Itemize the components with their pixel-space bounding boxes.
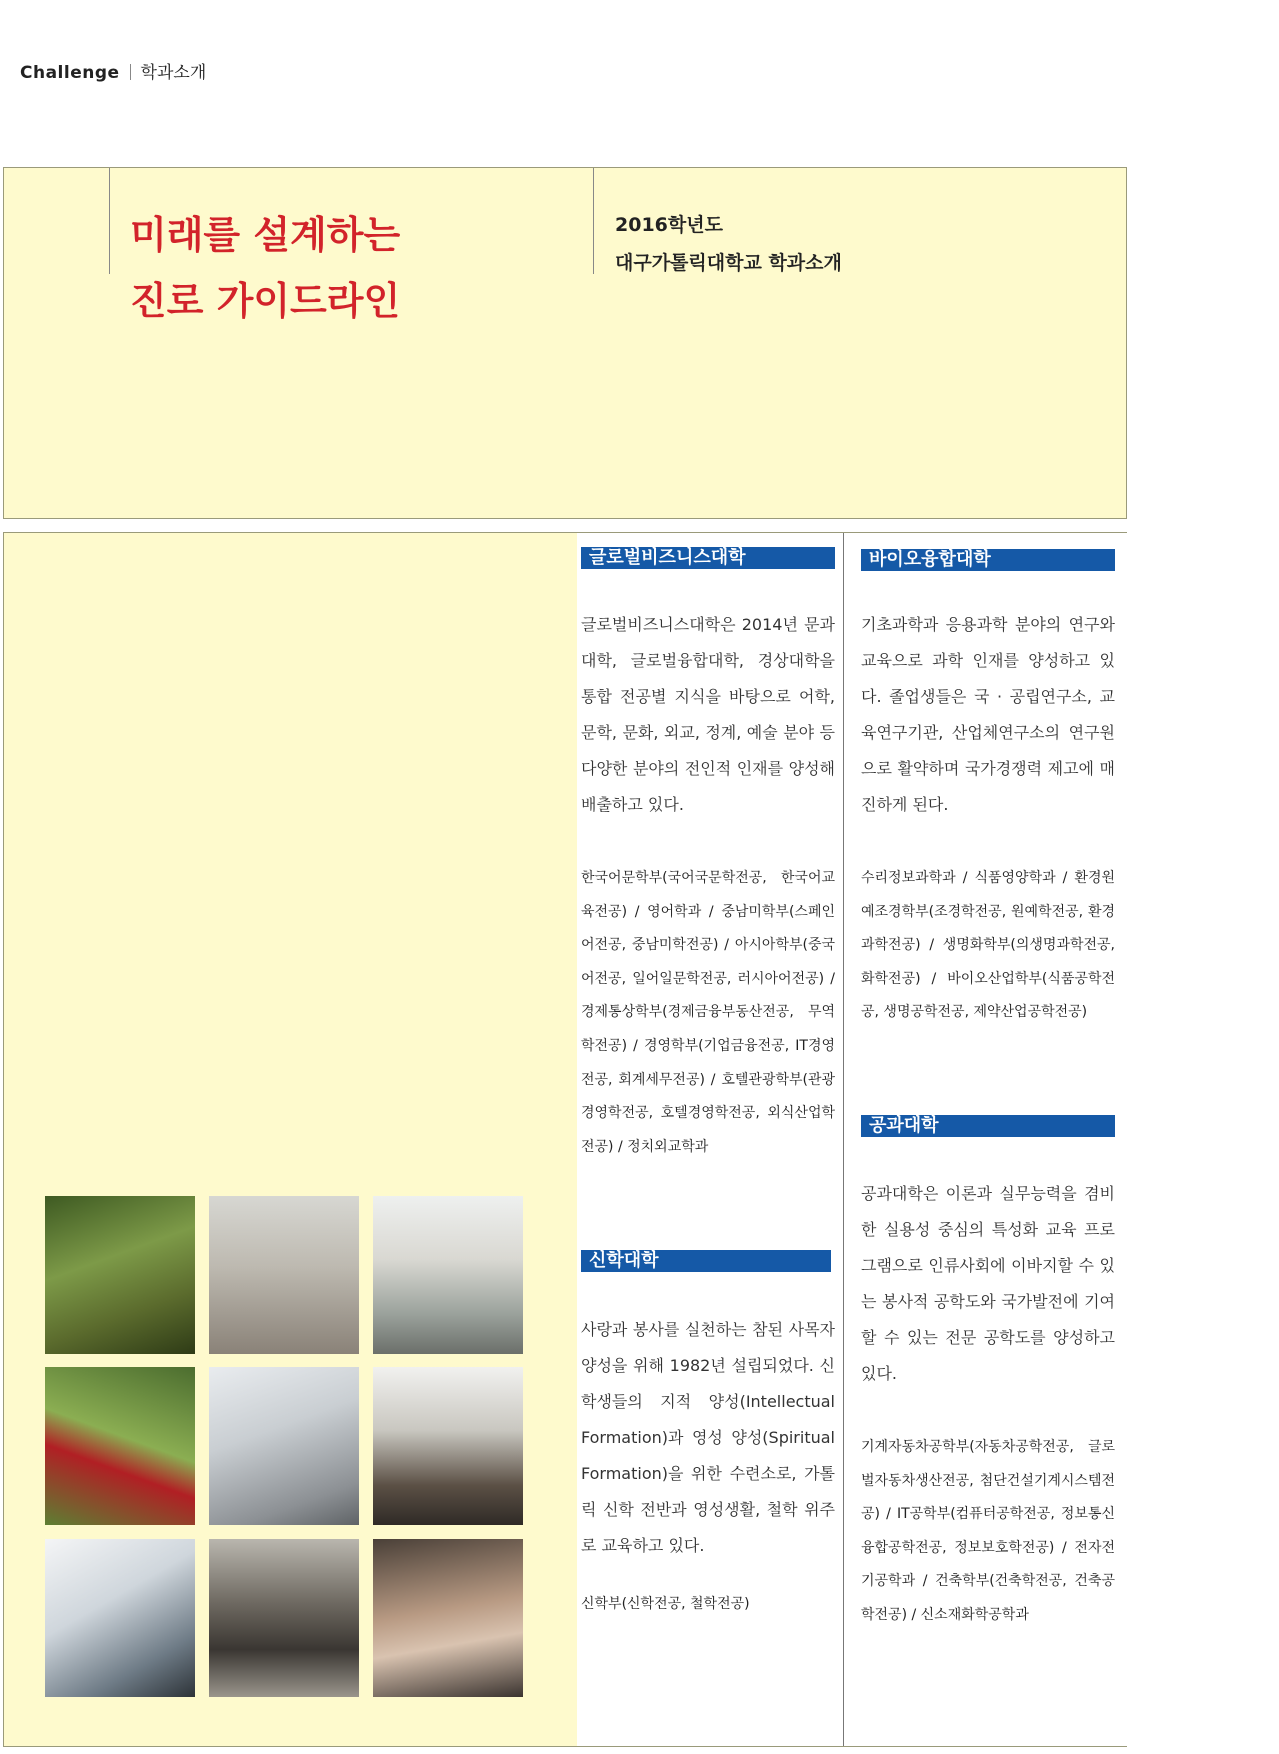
college-engineering-title: 공과대학 [861, 1115, 1115, 1137]
photo-garden-student [45, 1196, 195, 1354]
column-divider [843, 533, 844, 1746]
section-name: 학과소개 [140, 63, 207, 83]
hero-subtitle-year: 2016학년도 [615, 214, 723, 236]
photo-workshop-class [209, 1539, 359, 1697]
photo-art-student [373, 1367, 523, 1525]
college-engineering-description: 공과대학은 이론과 실무능력을 겸비한 실용성 중심의 특성화 교육 프로그램으로 인류사회에 이바지할 수 있는 봉사적 공학도와 국가발전에 기여할 수 있는 전문 공학도를 양성하고 있다. [861, 1184, 1115, 1383]
header-separator [130, 64, 131, 80]
hero-subtitle-university: 대구가톨릭대학교 학과소개 [615, 252, 842, 274]
magazine-brand: Challenge [20, 63, 120, 83]
content-panel [3, 532, 1127, 1747]
photo-optometry-exam [209, 1367, 359, 1525]
photo-culinary-chefs [373, 1196, 523, 1354]
page-header [20, 58, 206, 83]
hero-divider-left [109, 168, 110, 274]
college-bio-description: 기초과학과 응용과학 분야의 연구와 교육으로 과학 인재를 양성하고 있다. 졸업생들은 국 · 공립연구소, 교육연구기관, 산업체연구소의 연구원으로 활약하며 국가경쟁력 제고에 매진하게 된다. [861, 615, 1115, 814]
hero-divider-right [593, 168, 594, 274]
college-engineering-departments: 기계자동차공학부(자동차공학전공, 글로벌자동차생산전공, 첨단건설기계시스템전공) / IT공학부(컴퓨터공학전공, 정보통신융합공학전공, 정보보호학전공) / 전자전기공학과 / 건축학부(건축학전공, 건축공학전공) / 신소재화학공학과 [861, 1439, 1115, 1623]
college-bio-title: 바이오융합대학 [861, 549, 1115, 571]
college-theology-description: 사랑과 봉사를 실천하는 참된 사목자 양성을 위해 1982년 설립되었다. 신학생들의 지적 양성(Intellectual Formation)과 영성 양성(Spiritual Formation)을 위한 수련소로, 가톨릭 신학 전반과 영성생활, 철학 위주로 교육하고 있다. [581, 1320, 835, 1555]
college-theology-title: 신학대학 [581, 1250, 831, 1272]
hero-title [130, 202, 400, 334]
college-bio-departments: 수리정보과학과 / 식품영양학과 / 환경원예조경학부(조경학전공, 원예학전공, 환경과학전공) / 생명화학부(의생명과학전공, 화학전공) / 바이오산업학부(식품공학전공, 생명공학전공, 제약산업공학전공) [861, 870, 1115, 1021]
college-global-departments: 한국어문학부(국어국문학전공, 한국어교육전공) / 영어학과 / 중남미학부(스페인어전공, 중남미학전공) / 아시아학부(중국어전공, 일어일문학전공, 러시아어전공) / 경제통상학부(경제금융부동산전공, 무역학전공) / 경영학부(기업금융전공, IT경영전공, 회계세무전공) / 호텔관광학부(관광경영학전공, 호텔경영학전공, 외식산업학전공) / 정치외교학과 [581, 870, 835, 1155]
hero-title-line2: 진로 가이드라인 [130, 279, 401, 323]
hero-title-line1: 미래를 설계하는 [130, 213, 401, 257]
hero-panel [3, 167, 1127, 519]
hero-subtitle [615, 206, 842, 282]
photo-fashion-design [209, 1196, 359, 1354]
photo-microscope [45, 1539, 195, 1697]
college-global-title: 글로벌비즈니스대학 [581, 547, 835, 569]
photo-lab-sample [373, 1539, 523, 1697]
college-theology-departments: 신학부(신학전공, 철학전공) [581, 1596, 750, 1612]
college-global-description: 글로벌비즈니스대학은 2014년 문과대학, 글로벌융합대학, 경상대학을 통합 전공별 지식을 바탕으로 어학, 문학, 문화, 외교, 정계, 예술 분야 등 다양한 분야의 전인적 인재를 양성해 배출하고 있다. [581, 615, 835, 814]
photo-dance-performance [45, 1367, 195, 1525]
